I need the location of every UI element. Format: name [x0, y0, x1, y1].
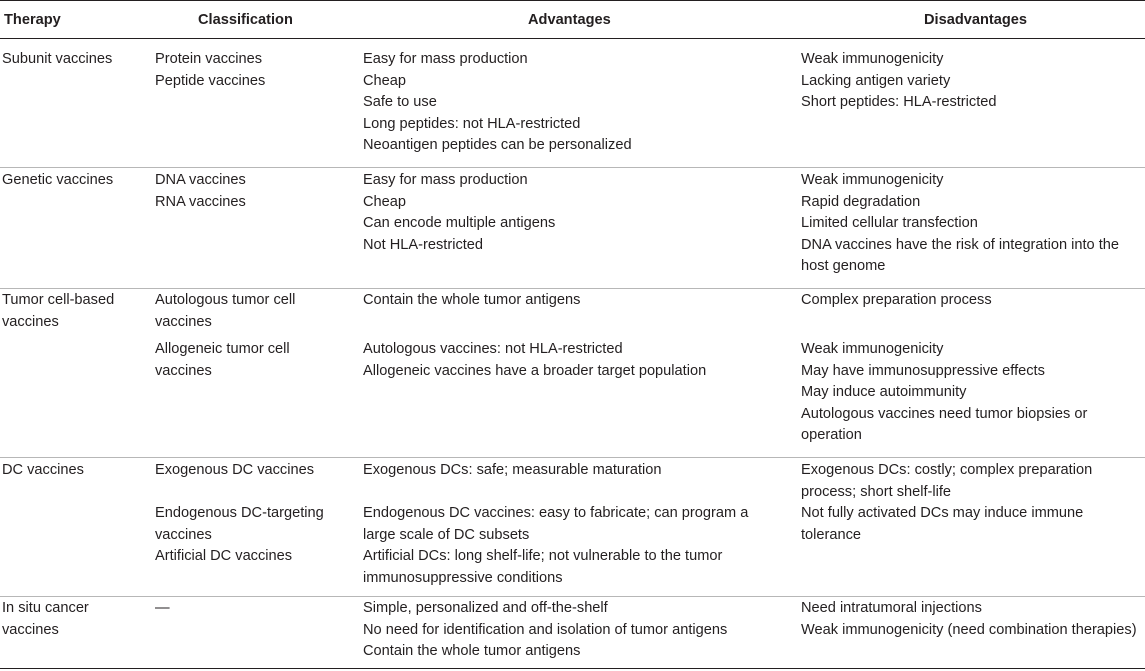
cell-line: DNA vaccines	[155, 172, 246, 188]
advantages-cell	[363, 598, 727, 663]
disadvantages-cell	[801, 49, 996, 114]
cell-line: vaccines	[2, 621, 59, 638]
cell-line: DC vaccines	[2, 462, 84, 478]
cell-line: Can encode multiple antigens	[363, 215, 556, 232]
cell-line: vaccines	[155, 362, 212, 379]
cell-line: Exogenous DC vaccines	[155, 462, 314, 478]
classification-cell	[155, 460, 314, 482]
cell-line: In situ cancer	[2, 600, 89, 616]
cell-line: Subunit vaccines	[2, 51, 113, 67]
cell-line: tolerance	[801, 526, 862, 543]
classification-cell	[155, 49, 265, 92]
advantages-cell	[363, 460, 662, 482]
cell-line: Endogenous DC-targeting	[155, 505, 324, 521]
cell-line: operation	[801, 427, 862, 444]
table-row	[0, 458, 1145, 597]
cell-line: Peptide vaccines	[155, 72, 266, 89]
cell-line: Weak immunogenicity (need combination therapies)	[801, 621, 1137, 638]
disadvantages-cell	[801, 339, 1087, 447]
cell-line: Tumor cell-based	[2, 292, 115, 308]
cell-line: immunosuppressive conditions	[363, 569, 563, 586]
cell-line: Rapid degradation	[801, 193, 921, 210]
advantages-cell	[363, 290, 580, 312]
classification-cell	[155, 503, 324, 568]
cell-line: May induce autoimmunity	[801, 384, 967, 401]
cell-line: Contain the whole tumor antigens	[363, 292, 581, 308]
classification-cell	[155, 598, 170, 620]
cell-line: Safe to use	[363, 94, 437, 111]
disadvantages-cell	[801, 598, 1137, 641]
cell-line: vaccines	[2, 313, 59, 330]
therapy-cell	[2, 170, 113, 192]
cell-line: Protein vaccines	[155, 51, 263, 67]
classification-cell	[155, 339, 290, 382]
cell-line: Artificial DCs: long shelf-life; not vulnerable to the tumor	[363, 548, 723, 565]
header-therapy: Therapy	[4, 12, 61, 28]
disadvantages-cell	[801, 290, 992, 312]
cell-line: Weak immunogenicity	[801, 172, 944, 188]
cell-line: Weak immunogenicity	[801, 341, 944, 357]
table-row	[0, 597, 1145, 669]
disadvantages-cell	[801, 460, 1092, 546]
therapy-cell	[2, 598, 89, 641]
cell-line: Simple, personalized and off-the-shelf	[363, 600, 608, 616]
cell-line: Endogenous DC vaccines: easy to fabricate; can program a	[363, 505, 749, 521]
header-disadvantages: Disadvantages	[924, 12, 1028, 28]
cell-line: Neoantigen peptides can be personalized	[363, 137, 632, 154]
table-header	[0, 0, 1145, 39]
cell-line: Allogeneic vaccines have a broader target population	[363, 362, 707, 379]
cell-line: Genetic vaccines	[2, 172, 114, 188]
header-advantages: Advantages	[528, 12, 611, 28]
cell-line: Not fully activated DCs may induce immune	[801, 505, 1084, 522]
cell-line: RNA vaccines	[155, 193, 246, 210]
cell-line: Complex preparation process	[801, 292, 992, 308]
advantages-cell	[363, 503, 748, 589]
therapy-cell	[2, 49, 112, 71]
cell-line: host genome	[801, 258, 886, 275]
cell-line: Allogeneic tumor cell	[155, 341, 290, 357]
therapy-cell	[2, 290, 114, 333]
cell-line: —	[155, 600, 170, 616]
disadvantages-cell	[801, 170, 1119, 278]
cell-line: Cheap	[363, 193, 407, 210]
table-row	[0, 289, 1145, 458]
cell-line: Long peptides: not HLA-restricted	[363, 115, 581, 132]
cell-line: Short peptides: HLA-restricted	[801, 94, 997, 111]
cell-line: DNA vaccines have the risk of integration into the	[801, 236, 1119, 253]
classification-cell	[155, 170, 246, 213]
cell-line: Autologous vaccines: not HLA-restricted	[363, 341, 623, 357]
cell-line: large scale of DC subsets	[363, 526, 530, 543]
cell-line: May have immunosuppressive effects	[801, 362, 1045, 379]
cell-line: Exogenous DCs: costly; complex preparation	[801, 462, 1093, 478]
cell-line: vaccines	[155, 313, 212, 330]
advantages-cell	[363, 170, 555, 256]
advantages-cell	[363, 49, 632, 157]
header-classification: Classification	[198, 12, 293, 28]
cell-line: Autologous tumor cell	[155, 292, 296, 308]
cell-line: No need for identification and isolation of tumor antigens	[363, 621, 728, 638]
cell-line: Cheap	[363, 72, 407, 89]
therapy-cell	[2, 460, 84, 482]
cell-line: Artificial DC vaccines	[155, 548, 293, 565]
cell-line: Easy for mass production	[363, 51, 528, 67]
classification-cell	[155, 290, 295, 333]
cell-line: process; short shelf-life	[801, 483, 952, 500]
cell-line: Not HLA-restricted	[363, 236, 484, 253]
cell-line: Limited cellular transfection	[801, 215, 978, 232]
cell-line: Weak immunogenicity	[801, 51, 944, 67]
cell-line: Exogenous DCs: safe; measurable maturation	[363, 462, 662, 478]
cell-line: Contain the whole tumor antigens	[363, 643, 581, 660]
table-row	[0, 168, 1145, 289]
cell-line: Need intratumoral injections	[801, 600, 982, 616]
cell-line: Autologous vaccines need tumor biopsies or	[801, 405, 1088, 422]
advantages-cell	[363, 339, 706, 382]
cell-line: vaccines	[155, 526, 212, 543]
table-row	[0, 39, 1145, 168]
cell-line: Lacking antigen variety	[801, 72, 951, 89]
cell-line: Easy for mass production	[363, 172, 528, 188]
